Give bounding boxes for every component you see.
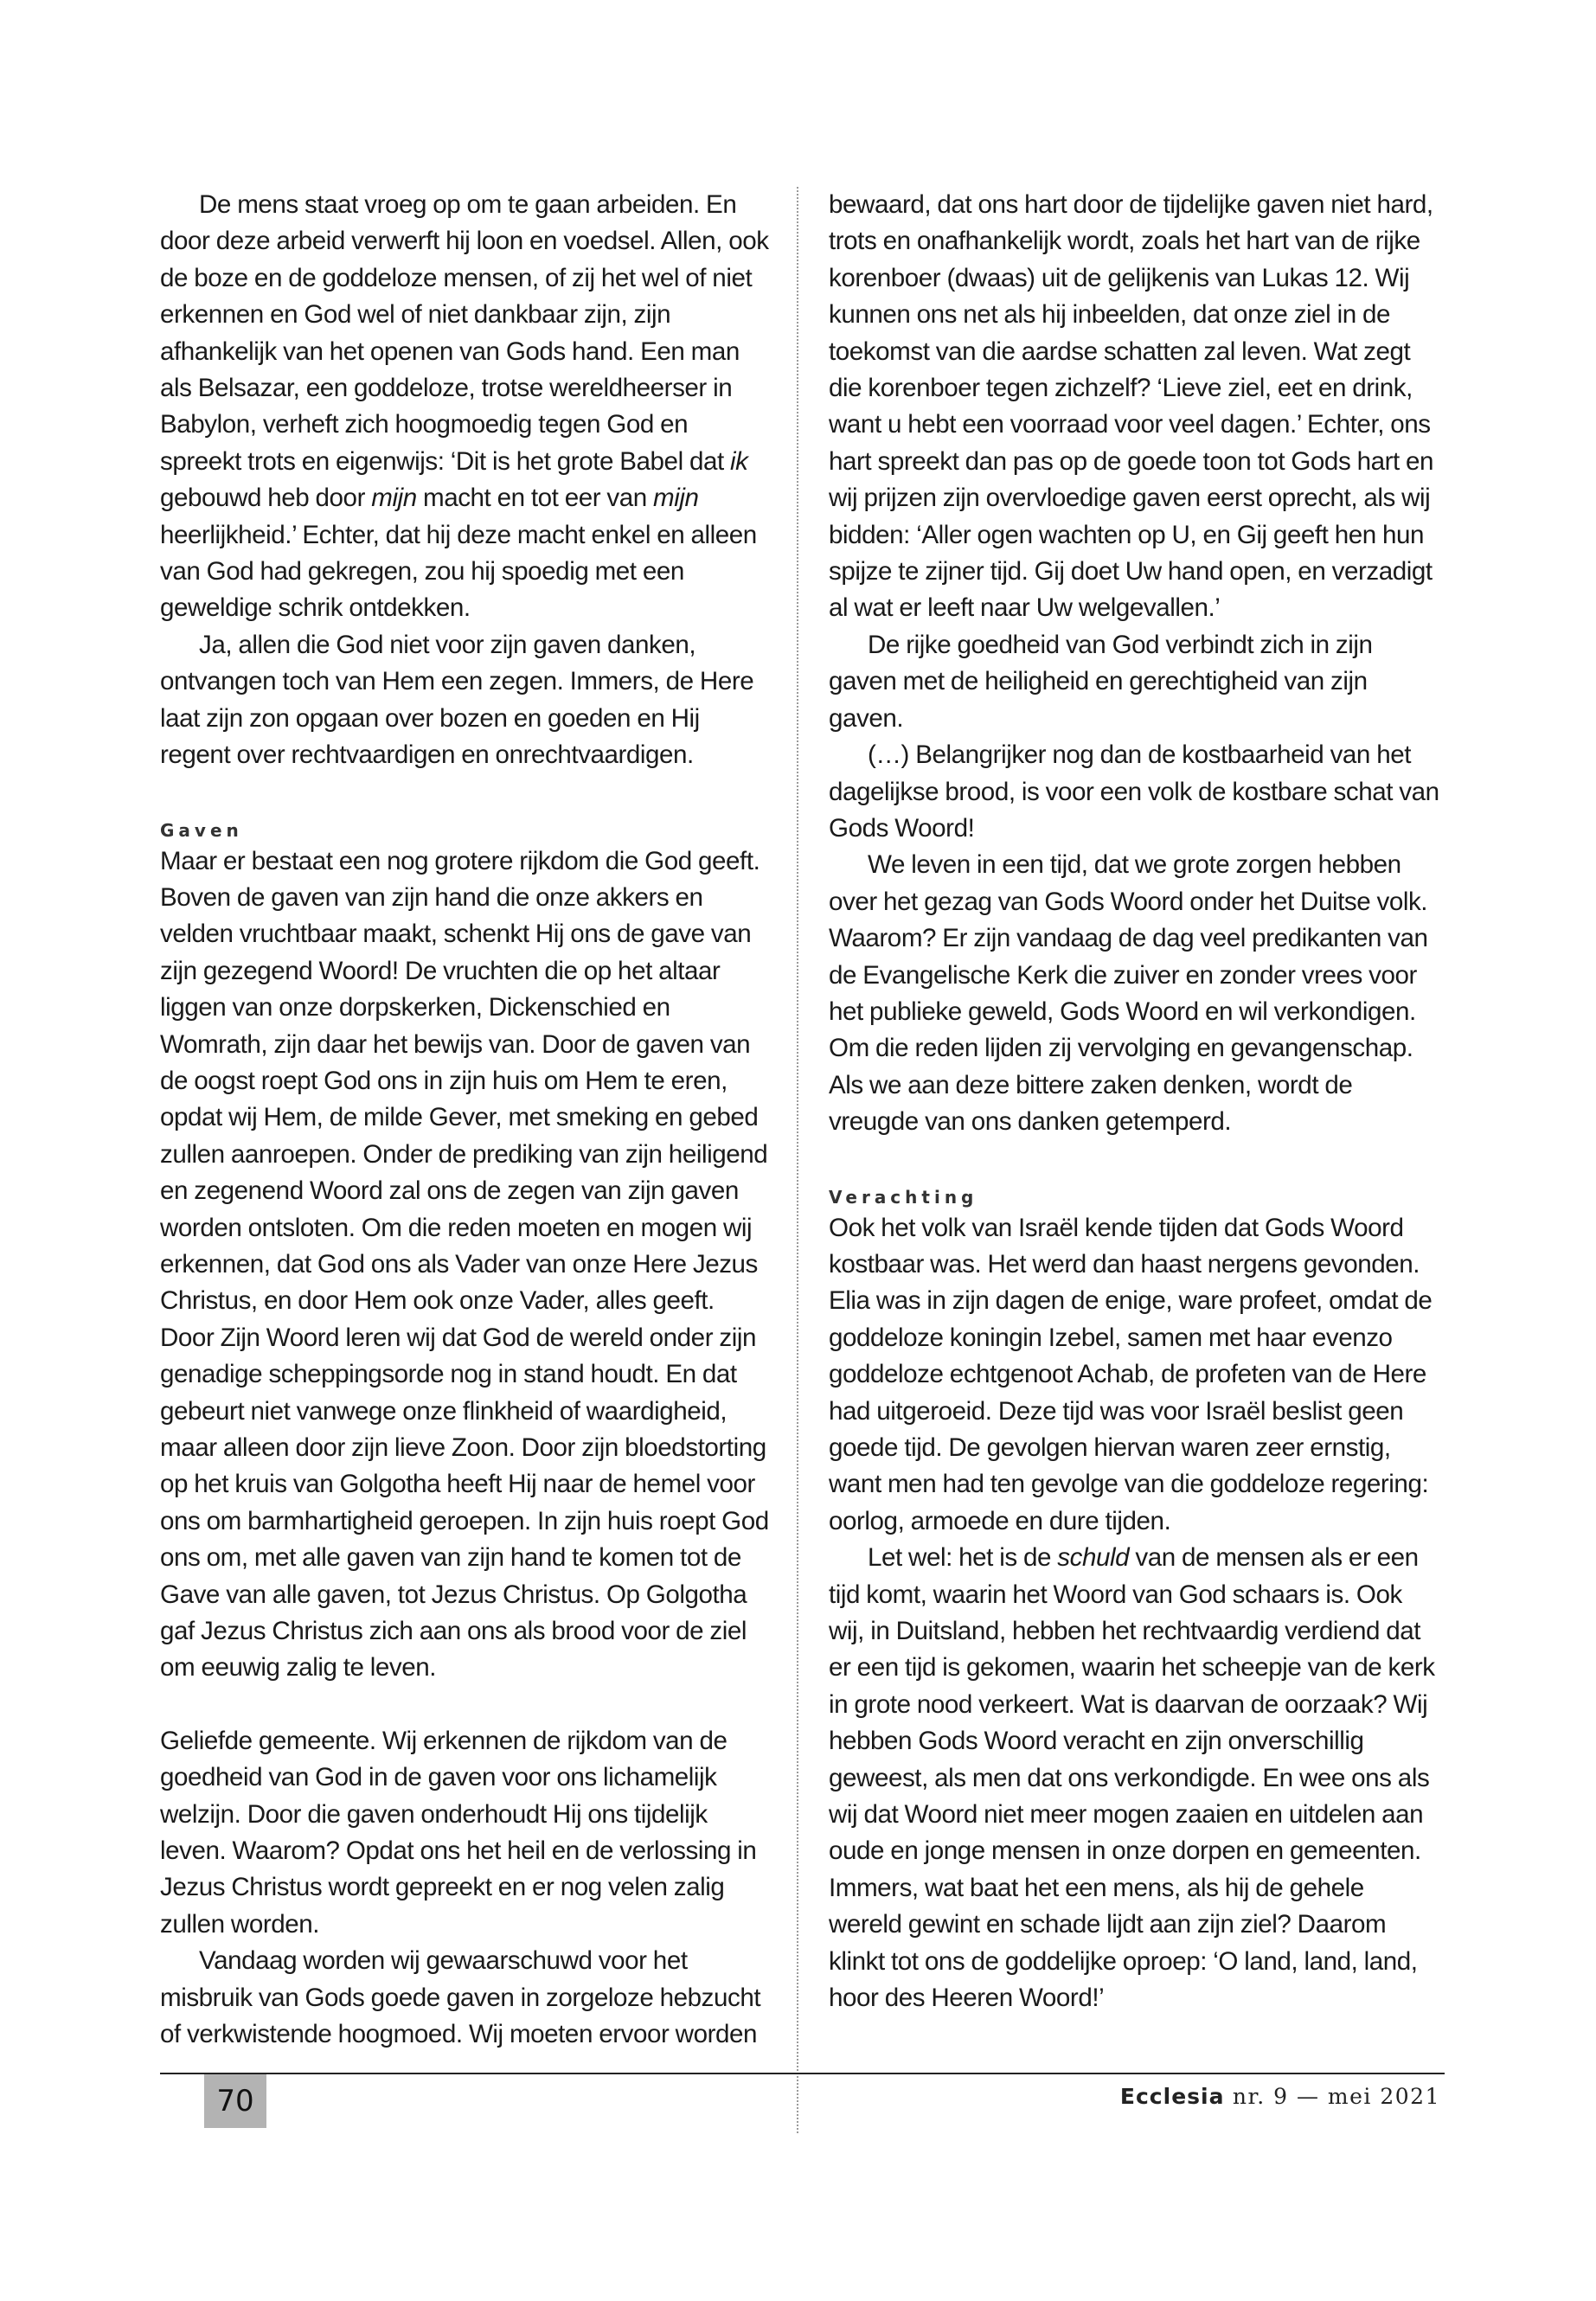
paragraph: Vandaag worden wij gewaarschuwd voor het misbruik van Gods goede gaven in zorgeloze hebzucht of verkwistende hoogmoed. Wij moeten ervoor worden: [160, 1946, 761, 2049]
paragraph: De mens staat vroeg op om te gaan arbeiden. En door deze arbeid verwerft hij loon en voedsel. Allen, ook de boze en de goddeloze mensen, of zij het wel of niet erkennen en God wel of niet dankbaar zijn, zijn afhankelijk van het openen van Gods hand. Een man als Belsazar, een goddeloze, trotse wereldheerser in Babylon, verheft zich hoogmoedig tegen God en spreekt trots en eigenwijs: ‘Dit is het grote Babel dat ik gebouwd heb door mijn macht en tot eer van mijn heerlijkheid.’ Echter, dat hij deze macht enkel en alleen van God had gekregen, zou hij spoedig met een geweldige schrik ontdekken.: [160, 190, 769, 623]
journal-credit: [1120, 2084, 1440, 2109]
paragraph: (…) Belangrijker nog dan de kostbaarheid van het dagelijkse brood, is voor een volk de kostbare schat van Gods Woord!: [829, 740, 1439, 843]
paragraph: De rijke goedheid van God verbindt zich in zijn gaven met de heiligheid en gerechtigheid van zijn gaven.: [829, 630, 1373, 733]
page-number: 70: [204, 2074, 266, 2128]
left-column: [160, 187, 774, 2054]
paragraph: Let wel: het is de schuld van de mensen als er een tijd komt, waarin het Woord van God schaars is. Ook wij, in Duitsland, hebben het rechtvaardig verdiend dat er een tijd is gekomen, waarin het scheepje van de kerk in grote nood verkeert. Wat is daarvan de oorzaak? Wij hebben Gods Woord veracht en zijn onverschillig geweest, als men dat ons verkondigde. En wee ons als wij dat Woord niet meer mogen zaaien en uitdelen aan oude en jonge mensen in onze dorpen en gemeenten. Immers, wat baat het een mens, als hij de gehele wereld gewint en schade lijdt aan zijn ziel? Daarom klinkt tot ons de goddelijke oproep: ‘O land, land, land, hoor des Heeren Woord!’: [829, 1543, 1435, 2013]
paragraph: We leven in een tijd, dat we grote zorgen hebben over het gezag van Gods Woord onder het Duitse volk. Waarom? Er zijn vandaag de dag veel predikanten van de Evangelische Kerk die zuiver en zonder vrees voor het publieke geweld, Gods Woord en wil verkondigen. Om die reden lijden zij vervolging en gevangenschap. Als we aan deze bittere zaken denken, wordt de vreugde van ons danken getemperd.: [829, 850, 1428, 1137]
paragraph: Maar er bestaat een nog grotere rijkdom die God geeft. Boven de gaven van zijn hand die onze akkers en velden vruchtbaar maakt, schenkt Hij ons de gave van zijn gezegend Woord! De vruchten die op het altaar liggen van onze dorpskerken, Dickenschied en Womrath, zijn daar het bewijs van. Door de gaven van de oogst roept God ons in zijn huis om Hem te eren, opdat wij Hem, de milde Gever, met smeking en gebed zullen aanroepen. Onder de prediking van zijn heiligend en zegenend Woord zal ons de zegen van zijn gaven worden ontsloten. Om die reden moeten en mogen wij erkennen, dat God ons als Vader van onze Here Jezus Christus, en door Hem ook onze Vader, alles geeft. Door Zijn Woord leren wij dat God de wereld onder zijn genadige scheppingsorde nog in stand houdt. En dat gebeurt niet vanwege onze flinkheid of waardigheid, maar alleen door zijn lieve Zoon. Door zijn bloedstorting op het kruis van Golgotha heeft Hij naar de hemel voor ons om barmhartigheid geroepen. In zijn huis roept God ons om, met alle gaven van zijn hand te komen tot de Gave van alle gaven, tot Jezus Christus. Op Golgotha gaf Jezus Christus zich aan ons als brood voor de ziel om eeuwig zalig te leven.: [160, 846, 769, 1682]
paragraph: bewaard, dat ons hart door de tijdelijke gaven niet hard, trots en onafhankelijk wordt, zoals het hart van de rijke korenboer (dwaas) uit de gelijkenis van Lukas 12. Wij kunnen ons net als hij inbeelden, dat onze ziel in de toekomst van die aardse schatten zal leven. Wat zegt die korenboer tegen zichzelf? ‘Lieve ziel, eet en drink, want u hebt een voorraad voor veel dagen.’ Echter, ons hart spreekt dan pas op de goede toon tot Gods hart en wij prijzen zijn overvloedige gaven eerst oprecht, als wij bidden: ‘Aller ogen wachten op U, en Gij geeft hen hun spijze te zijner tijd. Gij doet Uw hand open, en verzadigt al wat er leeft naar Uw welgevallen.’: [829, 190, 1434, 623]
paragraph: Geliefde gemeente. Wij erkennen de rijkdom van de goedheid van God in de gaven voor ons lichamelijk welzijn. Door die gaven onderhoudt Hij ons tijdelijk leven. Waarom? Opdat ons het heil en de verlossing in Jezus Christus wordt gepreekt en er nog velen zalig zullen worden.: [160, 1726, 757, 1939]
footer-rule: [160, 2073, 1445, 2074]
column-divider: [797, 187, 798, 2133]
right-column: [829, 187, 1443, 2017]
journal-name: Ecclesia: [1119, 2084, 1225, 2109]
paragraph: Ja, allen die God niet voor zijn gaven danken, ontvangen toch van Hem een zegen. Immers, de Here laat zijn zon opgaan over bozen en goeden en Hij regent over rechtvaardigen en onrechtvaardigen.: [160, 630, 754, 770]
paragraph: Ook het volk van Israël kende tijden dat Gods Woord kostbaar was. Het werd dan haast nergens gevonden. Elia was in zijn dagen de enige, ware profeet, omdat de goddeloze koningin Izebel, samen met haar evenzo goddeloze echtgenoot Achab, de profeten van de Here had uitgeroeid. Deze tijd was voor Israël beslist geen goede tijd. De gevolgen hiervan waren zeer ernstig, want men had ten gevolge van die goddeloze regering: oorlog, armoede en dure tijden.: [829, 1213, 1433, 1535]
section-heading-gaven: Gaven: [160, 819, 243, 841]
section-heading-verachting: Verachting: [829, 1186, 978, 1208]
issue-info: nr. 9 — mei 2021: [1232, 2084, 1440, 2109]
